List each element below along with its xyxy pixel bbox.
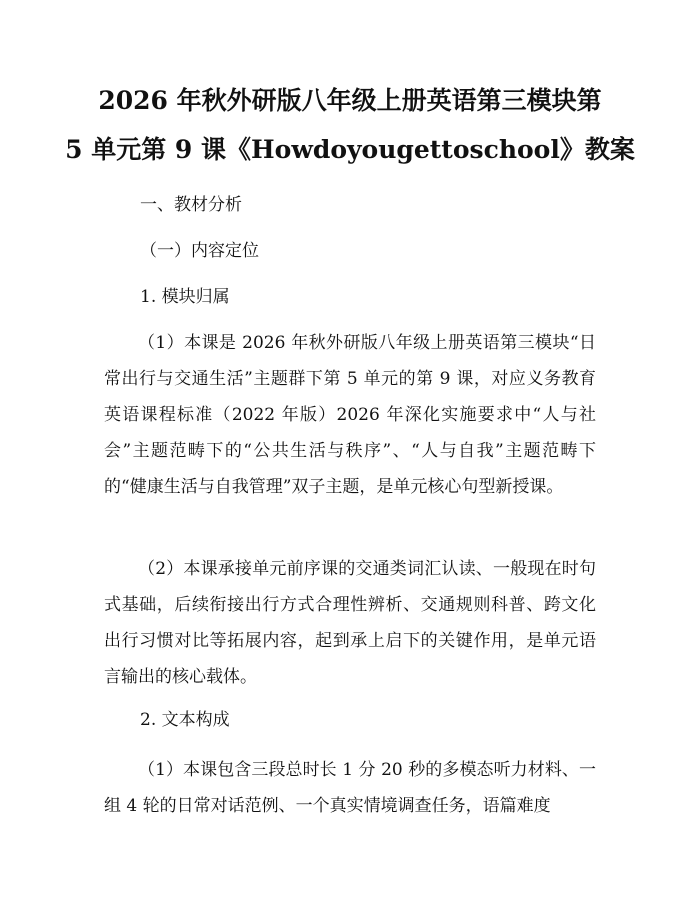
item-heading-module-belonging: 1. 模块归属 bbox=[140, 287, 230, 307]
subsection-heading-content-positioning: （一）内容定位 bbox=[140, 241, 259, 261]
item-heading-text-composition: 2. 文本构成 bbox=[140, 710, 230, 730]
document-title-line-2: 5 单元第 9 课《Howdoyougettoschool》教案 bbox=[65, 135, 635, 164]
paragraph-module-belonging-2: （2）本课承接单元前序课的交通类词汇认读、一般现在时句式基础，后续衔接出行方式合理性辨析、交通规则科普、跨文化出行习惯对比等拓展内容，起到承上启下的关键作用，是单元语言输出的核心载体。 bbox=[104, 559, 596, 687]
paragraph-module-belonging-1: （1）本课是 2026 年秋外研版八年级上册英语第三模块“日常出行与交通生活”主题群下第 5 单元的第 9 课，对应义务教育英语课程标准（2022 年版）2026 年深化实施要求中“人与社会”主题范畴下的“公共生活与秩序”、“人与自我”主题范畴下的“健康生活与自我管理”双子主题，是单元核心句型新授课。 bbox=[104, 333, 596, 497]
paragraph-text-composition-1: （1）本课包含三段总时长 1 分 20 秒的多模态听力材料、一组 4 轮的日常对话范例、一个真实情境调查任务，语篇难度 bbox=[104, 760, 596, 816]
section-heading-textbook-analysis: 一、教材分析 bbox=[140, 195, 242, 215]
document-title-line-1: 2026 年秋外研版八年级上册英语第三模块第 bbox=[98, 86, 602, 115]
